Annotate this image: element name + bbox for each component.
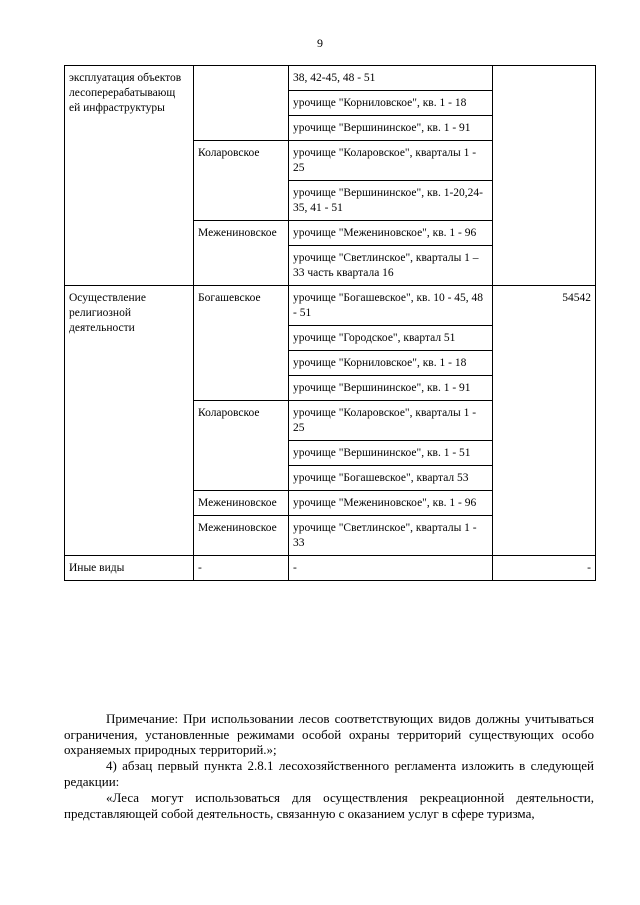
area-cell: 54542 bbox=[493, 286, 596, 556]
tract-cell: урочище "Корниловское", кв. 1 - 18 bbox=[289, 91, 493, 116]
forestry-cell: Коларовское bbox=[194, 401, 289, 491]
note-paragraph: Примечание: При использовании лесов соответствующих видов должны учитываться ограничения, установленные режимами особой охраны территорий существующих особо охраняемых природных территорий.»; bbox=[64, 711, 594, 757]
forestry-cell: - bbox=[194, 556, 289, 581]
area-cell bbox=[493, 66, 596, 286]
tract-cell: урочище "Межениновское", кв. 1 - 96 bbox=[289, 221, 493, 246]
activity-cell: Осуществление религиозной деятельности bbox=[65, 286, 194, 556]
forest-use-table-body bbox=[65, 66, 596, 581]
forestry-cell: Коларовское bbox=[194, 141, 289, 221]
tract-cell: урочище "Вершининское", кв. 1 - 91 bbox=[289, 116, 493, 141]
tract-cell: урочище "Светлинское", кварталы 1 – 33 часть квартала 16 bbox=[289, 246, 493, 286]
tract-cell: - bbox=[289, 556, 493, 581]
amendment-paragraph: 4) абзац первый пункта 2.8.1 лесохозяйственного регламента изложить в следующей редакции: bbox=[64, 758, 594, 789]
forestry-cell: Межениновское bbox=[194, 516, 289, 556]
tract-cell: урочище "Светлинское", кварталы 1 - 33 bbox=[289, 516, 493, 556]
tract-cell: урочище "Вершининское", кв. 1-20,24-35, 41 - 51 bbox=[289, 181, 493, 221]
tract-cell: урочище "Межениновское", кв. 1 - 96 bbox=[289, 491, 493, 516]
page-number: 9 bbox=[317, 36, 323, 50]
tract-cell: урочище "Корниловское", кв. 1 - 18 bbox=[289, 351, 493, 376]
area-cell: - bbox=[493, 556, 596, 581]
table-row bbox=[65, 286, 596, 326]
tract-cell: урочище "Коларовское", кварталы 1 - 25 bbox=[289, 401, 493, 441]
forest-use-table bbox=[64, 65, 596, 581]
activity-cell: Иные виды bbox=[65, 556, 194, 581]
forestry-cell bbox=[194, 66, 289, 141]
tract-cell: урочище "Богашевское", кв. 10 - 45, 48 - 51 bbox=[289, 286, 493, 326]
tract-cell: урочище "Городское", квартал 51 bbox=[289, 326, 493, 351]
tract-cell: урочище "Коларовское", кварталы 1 - 25 bbox=[289, 141, 493, 181]
tract-cell: урочище "Богашевское", квартал 53 bbox=[289, 466, 493, 491]
table-row bbox=[65, 66, 596, 91]
forestry-cell: Межениновское bbox=[194, 491, 289, 516]
forestry-cell: Межениновское bbox=[194, 221, 289, 286]
quote-paragraph: «Леса могут использоваться для осуществления рекреационной деятельности, представляющей собой деятельность, связанную с оказанием услуг в сфере туризма, bbox=[64, 790, 594, 821]
tract-cell: урочище "Вершининское", кв. 1 - 91 bbox=[289, 376, 493, 401]
table-row bbox=[65, 556, 596, 581]
forestry-cell: Богашевское bbox=[194, 286, 289, 401]
tract-cell: урочище "Вершининское", кв. 1 - 51 bbox=[289, 441, 493, 466]
tract-cell: 38, 42-45, 48 - 51 bbox=[289, 66, 493, 91]
activity-cell: эксплуатация объектов лесоперерабатывающ ей инфраструктуры bbox=[65, 66, 194, 286]
